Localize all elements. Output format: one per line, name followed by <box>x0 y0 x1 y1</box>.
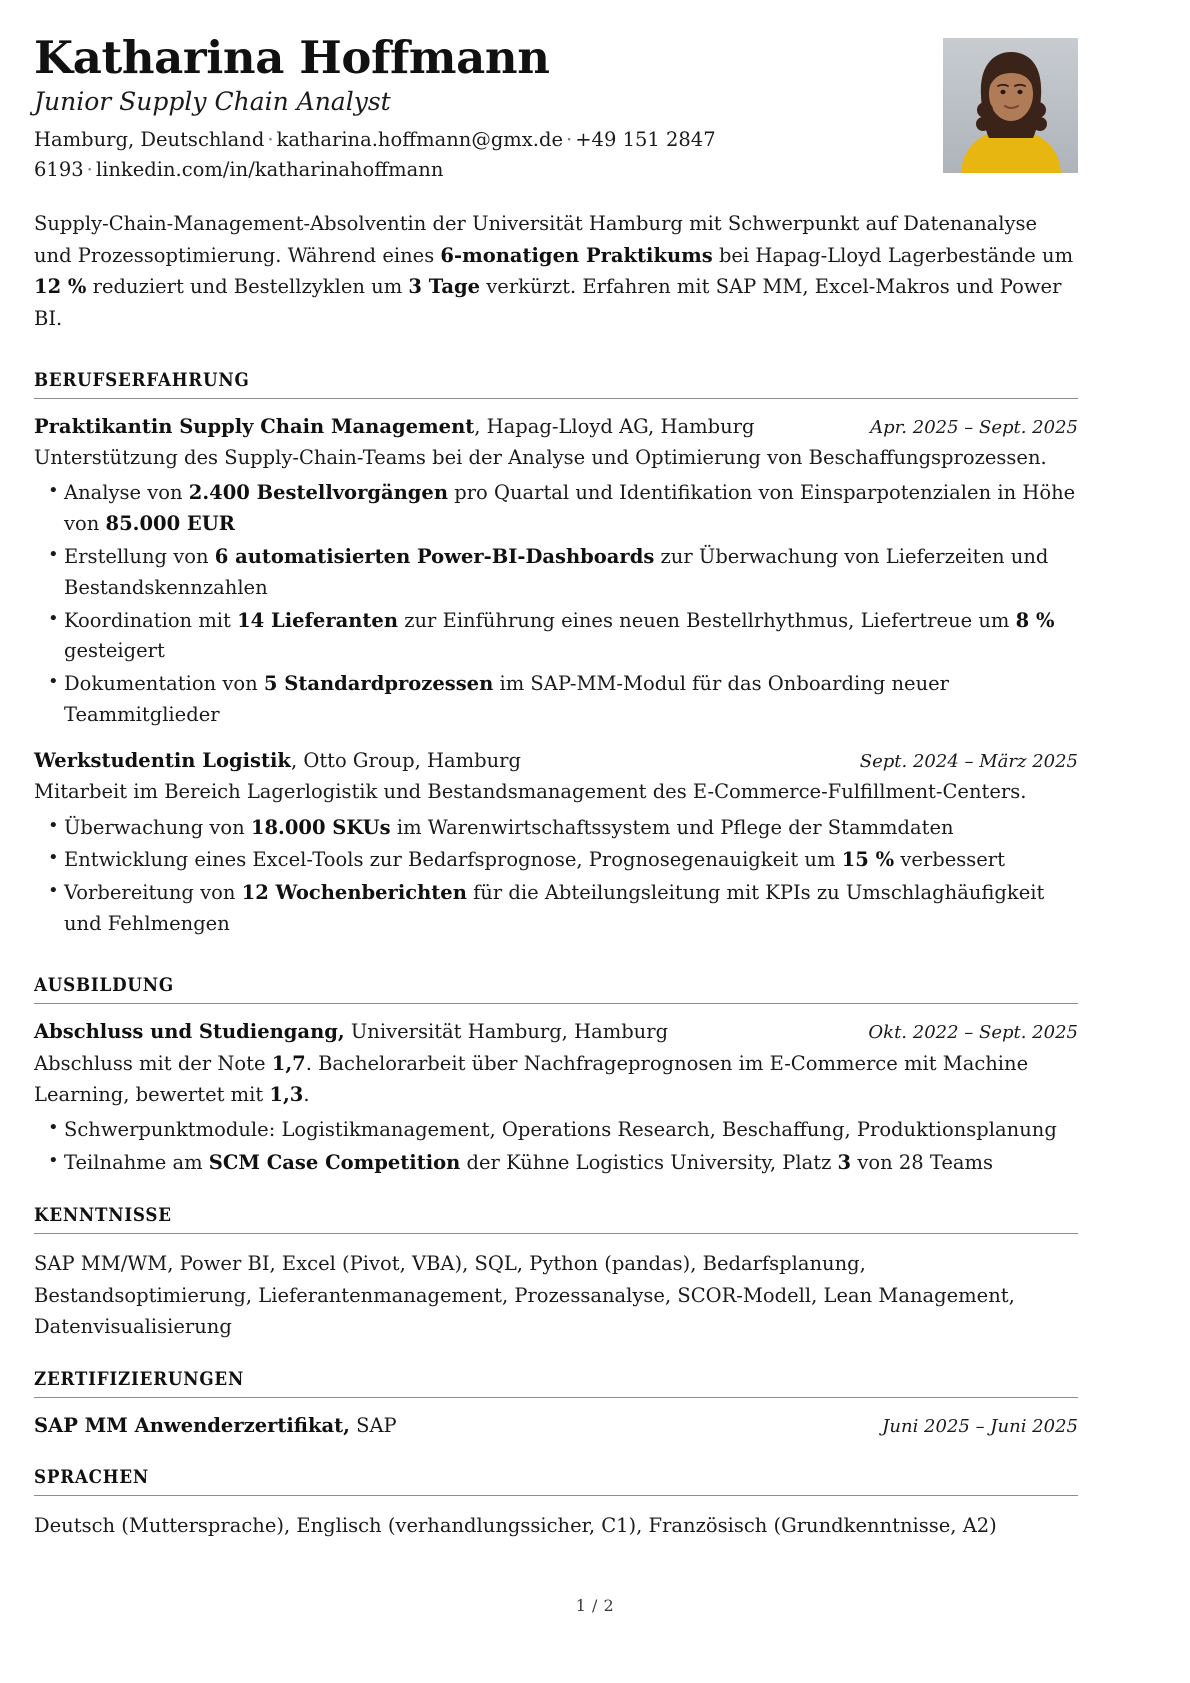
contact-email[interactable]: katharina.hoffmann@gmx.de <box>276 127 564 151</box>
contact-line <box>34 125 734 187</box>
page-indicator: 1 / 2 <box>575 1596 615 1615</box>
emphasis: 3 <box>837 1150 852 1174</box>
entry-organization: Universität Hamburg, Hamburg <box>344 1019 669 1043</box>
emphasis: 15 % <box>841 848 895 872</box>
avatar <box>943 38 1078 173</box>
entry-header <box>34 1018 1078 1046</box>
entry-organization: , Otto Group, Hamburg <box>290 748 521 772</box>
entry-title-line <box>34 1018 668 1046</box>
bullet-item: • Schwerpunktmodule: Logistikmanagement, Operations Research, Beschaffung, Produktionsplanung <box>34 1115 1078 1146</box>
candidate-name: Katharina Hoffmann <box>34 31 550 84</box>
page-footer <box>0 1596 1190 1615</box>
entry-bullet-list <box>34 1115 1078 1179</box>
entry-description: Abschluss mit der Note 1,7. Bachelorarbeit über Nachfrageprognosen im E-Commerce mit Machine Learning, bewertet mit 1,3. <box>34 1051 1029 1106</box>
entry-description: Unterstützung des Supply-Chain-Teams bei der Analyse und Optimierung von Beschaffungsprozessen. <box>34 446 1047 470</box>
section-heading: KENNTNISSE <box>34 1204 172 1227</box>
entry-bullet-list <box>34 813 1078 940</box>
resume-sections <box>34 369 1078 1541</box>
entry-header <box>34 1412 1078 1440</box>
section-heading: ZERTIFIZIERUNGEN <box>34 1368 245 1391</box>
resume-entry <box>34 413 1078 731</box>
candidate-headline: Junior Supply Chain Analyst <box>34 86 391 116</box>
contact-location: Hamburg, Deutschland <box>34 127 265 151</box>
resume-header <box>34 31 1078 186</box>
entry-title: SAP MM Anwenderzertifikat, <box>34 1414 350 1438</box>
entry-list <box>34 1412 1078 1440</box>
emphasis: 14 Lieferanten <box>237 608 399 632</box>
section-divider <box>34 1397 1078 1398</box>
resume-entry <box>34 1018 1078 1179</box>
entry-date-range: Sept. 2024 – März 2025 <box>859 750 1078 772</box>
emphasis: 5 Standardprozessen <box>263 672 494 696</box>
bullet-item: • Koordination mit 14 Lieferanten zur Einführung eines neuen Bestellrhythmus, Liefertreue um 8 % gesteigert <box>34 606 1078 668</box>
contact-separator: · <box>267 127 274 151</box>
resume-entry <box>34 1412 1078 1440</box>
entry-description: Mitarbeit im Bereich Lagerlogistik und Bestandsmanagement des E-Commerce-Fulfillment-Centers. <box>34 780 1027 804</box>
bullet-item: • Vorbereitung von 12 Wochenberichten für die Abteilungsleitung mit KPIs zu Umschlaghäufigkeit und Fehlmengen <box>34 878 1078 940</box>
entry-title: Abschluss und Studiengang, <box>34 1019 345 1043</box>
entry-header <box>34 413 1078 441</box>
emphasis: 3 Tage <box>408 275 481 299</box>
bullet-item: • Dokumentation von 5 Standardprozessen im SAP-MM-Modul für das Onboarding neuer Teammitglieder <box>34 669 1078 731</box>
bullet-item: • Teilnahme am SCM Case Competition der Kühne Logistics University, Platz 3 von 28 Teams <box>34 1148 1078 1179</box>
entry-date-range: Juni 2025 – Juni 2025 <box>882 1416 1078 1438</box>
bullet-item: • Überwachung von 18.000 SKUs im Warenwirtschaftssystem und Pflege der Stammdaten <box>34 813 1078 844</box>
section-divider <box>34 1495 1078 1496</box>
section-certifications <box>34 1368 1078 1440</box>
contact-separator: · <box>86 158 93 182</box>
entry-title-line <box>34 413 754 441</box>
emphasis: 12 % <box>34 275 87 299</box>
emphasis: 8 % <box>1015 608 1055 632</box>
entry-organization: , Hapag-Lloyd AG, Hamburg <box>474 414 755 438</box>
emphasis: 6-monatigen Praktikums <box>440 243 713 267</box>
entry-title: Werkstudentin Logistik <box>34 748 291 772</box>
entry-date-range: Okt. 2022 – Sept. 2025 <box>868 1021 1078 1043</box>
emphasis: 6 automatisierten Power-BI-Dashboards <box>214 544 655 568</box>
entry-title-line <box>34 1412 397 1440</box>
entry-bullet-list <box>34 478 1078 730</box>
section-divider <box>34 398 1078 399</box>
skills-text: SAP MM/WM, Power BI, Excel (Pivot, VBA), SQL, Python (pandas), Bedarfsplanung, Bestandsoptimierung, Lieferantenmanagement, Prozessanalyse, SCOR-Modell, Lean Management, Datenvisualisierung <box>34 1252 1015 1338</box>
entry-title: Praktikantin Supply Chain Management <box>34 414 475 438</box>
emphasis: 1,7 <box>271 1051 306 1075</box>
contact-phone[interactable]: +49 151 2847 6193 <box>34 127 716 182</box>
entry-list <box>34 413 1078 940</box>
emphasis: 1,3 <box>269 1082 304 1106</box>
languages-text: Deutsch (Muttersprache), Englisch (verhandlungssicher, C1), Französisch (Grundkenntnisse, A2) <box>34 1513 997 1537</box>
resume-entry <box>34 747 1078 940</box>
contact-linkedin[interactable]: linkedin.com/in/katharinahoffmann <box>95 158 444 182</box>
section-divider <box>34 1233 1078 1234</box>
bullet-item: • Entwicklung eines Excel-Tools zur Bedarfsprognose, Prognosegenauigkeit um 15 % verbessert <box>34 845 1078 876</box>
section-divider <box>34 1003 1078 1004</box>
section-skills <box>34 1204 1078 1342</box>
professional-summary: Supply-Chain-Management-Absolventin der Universität Hamburg mit Schwerpunkt auf Datenanalyse und Prozessoptimierung. Während eines 6-monatigen Praktikums bei Hapag-Lloyd Lagerbestände um 12 % reduziert und Bestellzyklen um 3 Tage verkürzt. Erfahren mit SAP MM, Excel-Makros und Power BI. <box>34 212 1074 330</box>
section-experience <box>34 369 1078 940</box>
entry-list <box>34 1018 1078 1179</box>
section-languages <box>34 1466 1078 1541</box>
bullet-item: • Erstellung von 6 automatisierten Power-BI-Dashboards zur Überwachung von Lieferzeiten und Bestandskennzahlen <box>34 542 1078 604</box>
emphasis: 2.400 Bestellvorgängen <box>188 481 449 505</box>
bullet-item: • Analyse von 2.400 Bestellvorgängen pro Quartal und Identifikation von Einsparpotenzialen in Höhe von 85.000 EUR <box>34 478 1078 540</box>
entry-title-line <box>34 747 521 775</box>
emphasis: 85.000 EUR <box>105 512 236 536</box>
section-heading: BERUFSERFAHRUNG <box>34 368 250 391</box>
emphasis: 12 Wochenberichten <box>241 881 467 905</box>
entry-organization: SAP <box>349 1414 397 1438</box>
contact-separator: · <box>566 127 573 151</box>
entry-header <box>34 747 1078 775</box>
section-heading: AUSBILDUNG <box>34 973 174 996</box>
section-education <box>34 974 1078 1179</box>
section-heading: SPRACHEN <box>34 1465 149 1488</box>
emphasis: SCM Case Competition <box>208 1150 461 1174</box>
entry-date-range: Apr. 2025 – Sept. 2025 <box>870 416 1078 438</box>
emphasis: 18.000 SKUs <box>250 815 391 839</box>
